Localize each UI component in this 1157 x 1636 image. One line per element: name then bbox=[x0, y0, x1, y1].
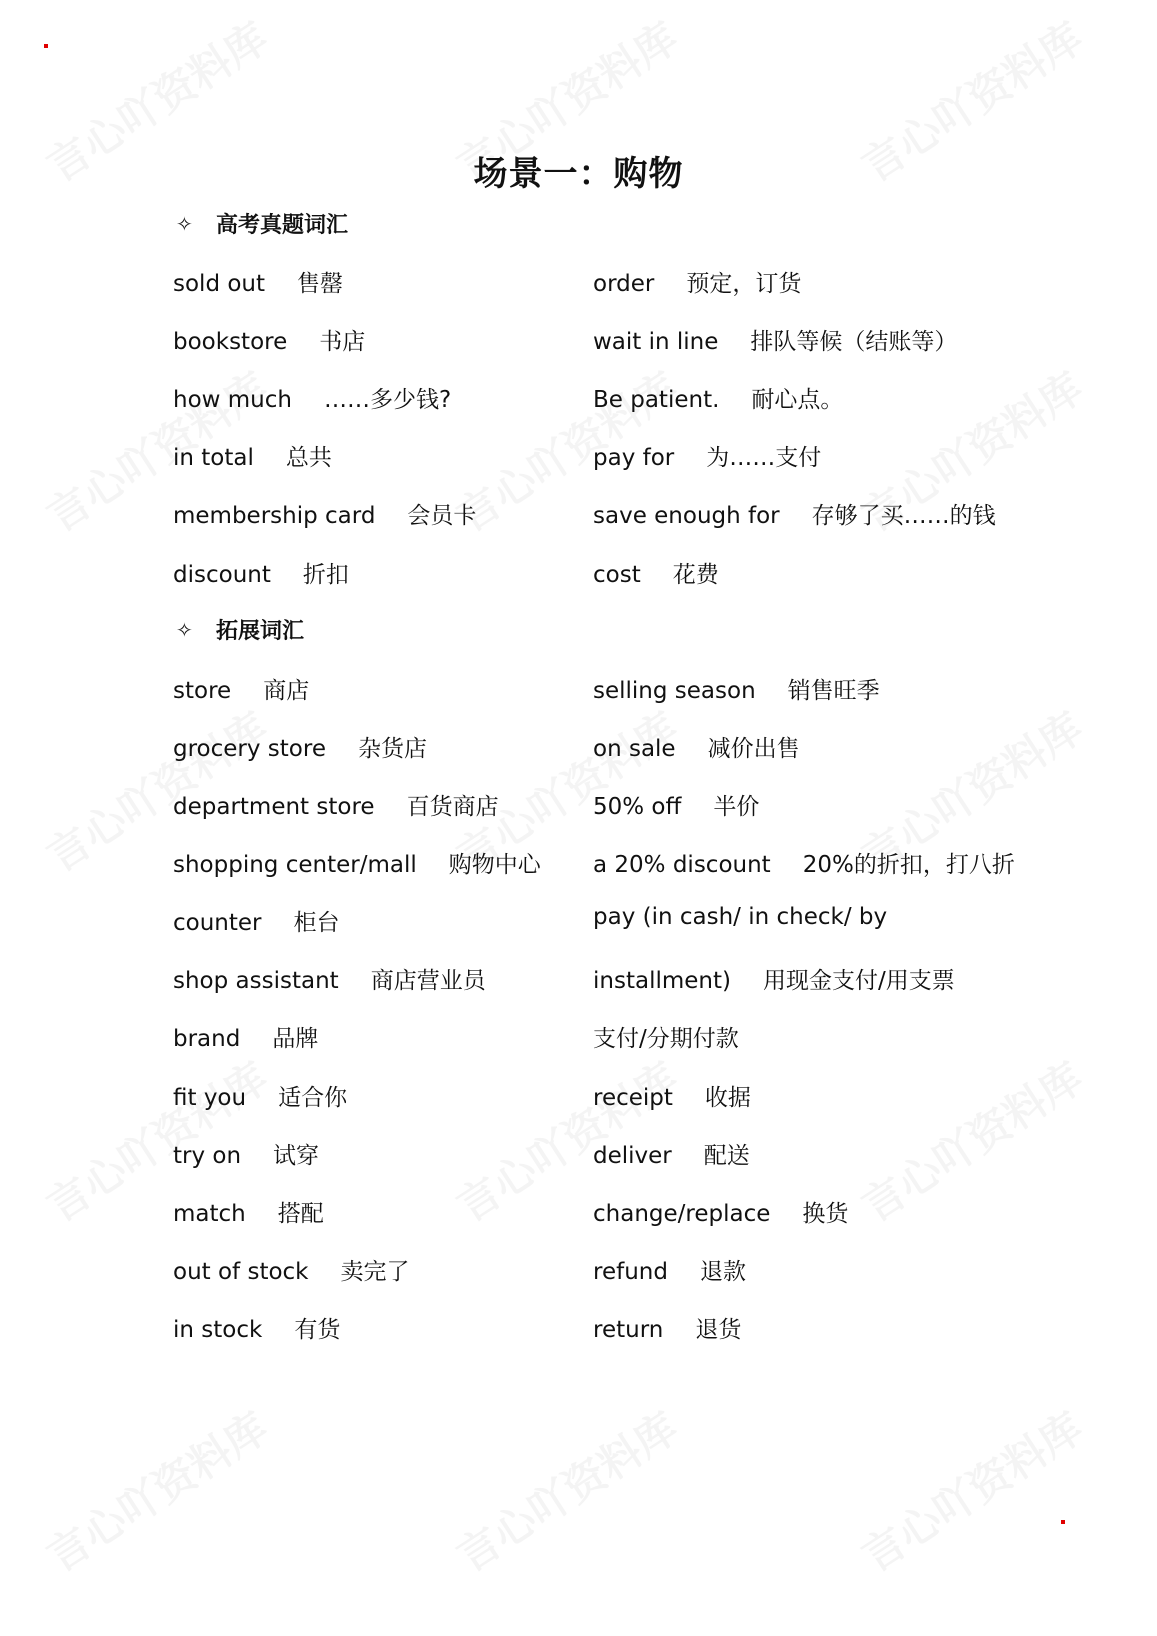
list-item: cost 花费 bbox=[593, 562, 719, 588]
list-item: store 商店 bbox=[173, 678, 310, 704]
list-item: a 20% discount 20%的折扣，打八折 bbox=[593, 852, 1015, 878]
list-item: pay for 为……支付 bbox=[593, 445, 822, 471]
page-title: 场景一：购物 bbox=[473, 154, 684, 194]
list-item: fit you 适合你 bbox=[173, 1085, 348, 1111]
list-item: installment) 用现金支付/用支票 bbox=[593, 968, 955, 994]
list-item: deliver 配送 bbox=[593, 1143, 750, 1169]
four-point-star-icon: ✧ bbox=[176, 617, 193, 642]
corner-mark-bottom-right bbox=[1061, 1520, 1065, 1524]
list-item: membership card 会员卡 bbox=[173, 503, 477, 529]
list-item: in stock 有货 bbox=[173, 1317, 341, 1343]
list-item: discount 折扣 bbox=[173, 562, 349, 588]
list-item: 支付/分期付款 bbox=[593, 1026, 739, 1052]
list-item: order 预定，订货 bbox=[593, 271, 802, 297]
list-item: how much ……多少钱? bbox=[173, 387, 452, 413]
list-item: selling season 销售旺季 bbox=[593, 678, 880, 704]
list-item: pay (in cash/ in check/ by bbox=[593, 904, 888, 930]
list-item: Be patient. 耐心点。 bbox=[593, 387, 844, 413]
list-item: change/replace 换货 bbox=[593, 1201, 849, 1227]
list-item: in total 总共 bbox=[173, 445, 332, 471]
list-item: save enough for 存够了买……的钱 bbox=[593, 503, 996, 529]
list-item: bookstore 书店 bbox=[173, 329, 366, 355]
list-item: grocery store 杂货店 bbox=[173, 736, 427, 762]
list-item: brand 品牌 bbox=[173, 1026, 319, 1052]
watermark bbox=[34, 1396, 278, 1584]
list-item: sold out 售罄 bbox=[173, 271, 344, 297]
list-item: department store 百货商店 bbox=[173, 794, 499, 820]
list-item: try on 试穿 bbox=[173, 1143, 320, 1169]
list-item: receipt 收据 bbox=[593, 1085, 751, 1111]
list-item: shopping center/mall 购物中心 bbox=[173, 852, 541, 878]
list-item: match 搭配 bbox=[173, 1201, 324, 1227]
watermark bbox=[849, 1046, 1093, 1234]
list-item: shop assistant 商店营业员 bbox=[173, 968, 486, 994]
list-item: out of stock 卖完了 bbox=[173, 1259, 410, 1285]
four-point-star-icon: ✧ bbox=[176, 211, 193, 236]
list-item: wait in line 排队等候（结账等） bbox=[593, 329, 958, 355]
section-heading-label: 高考真题词汇 bbox=[216, 213, 349, 238]
section-heading-exam-vocab bbox=[176, 208, 348, 239]
list-item: counter 柜台 bbox=[173, 910, 340, 936]
section-heading-extended-vocab bbox=[176, 614, 304, 645]
watermark bbox=[444, 1396, 688, 1584]
corner-mark-top-left bbox=[44, 44, 48, 48]
list-item: 50% off 半价 bbox=[593, 794, 760, 820]
list-item: on sale 减价出售 bbox=[593, 736, 800, 762]
watermark bbox=[849, 1396, 1093, 1584]
list-item: return 退货 bbox=[593, 1317, 742, 1343]
section-heading-label: 拓展词汇 bbox=[216, 619, 305, 644]
list-item: refund 退款 bbox=[593, 1259, 746, 1285]
